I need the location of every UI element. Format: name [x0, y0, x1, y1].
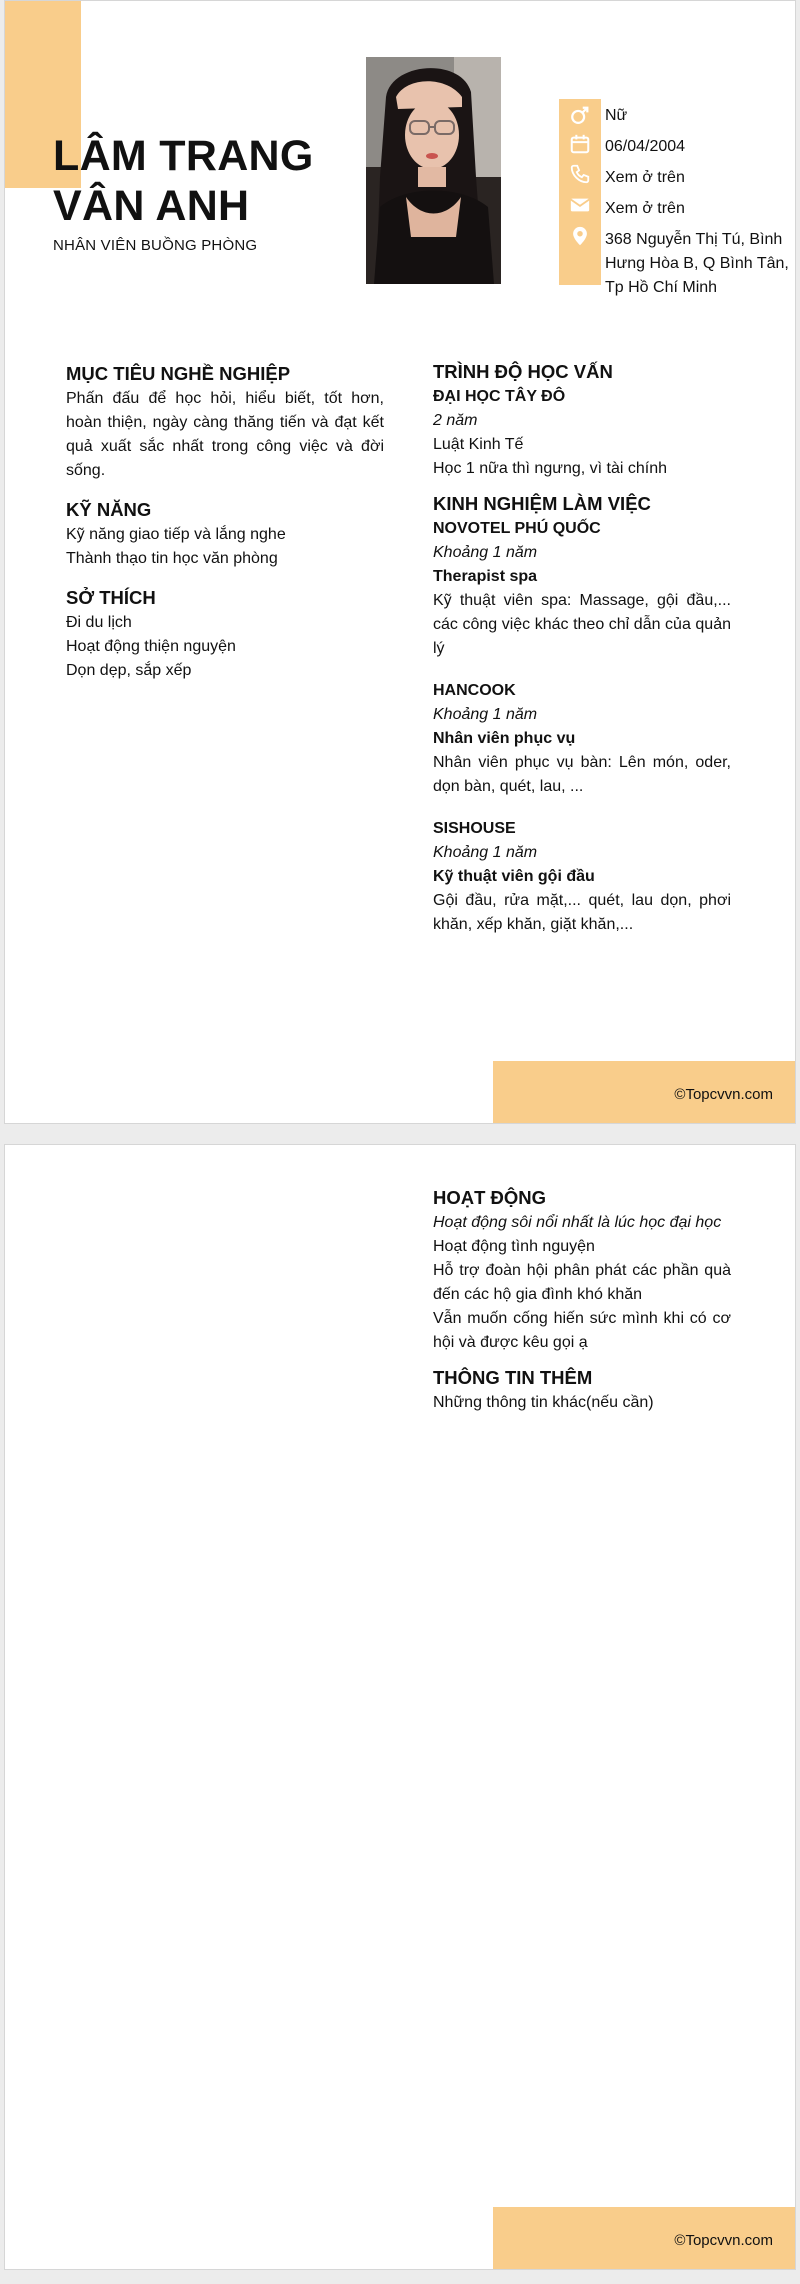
profile-photo-illustration: [366, 57, 501, 284]
candidate-name: [53, 131, 314, 231]
objective-text: Phấn đấu để học hỏi, hiểu biết, tốt hơn, hoàn thiện, ngày càng thăng tiến và đạt kết quả xuất sắc nhất trong công việc và đời sống.: [66, 390, 384, 479]
profile-photo: [366, 57, 501, 284]
experience-entry: [433, 679, 731, 799]
education-major: Luật Kinh Tế: [433, 436, 524, 453]
phone-icon: [569, 163, 591, 185]
education-school: ĐẠI HỌC TÂY ĐÔ: [433, 388, 566, 405]
experience-description: Kỹ thuật viên spa: Massage, gội đầu,... các công việc khác theo chỉ dẫn của quản lý: [433, 592, 731, 657]
activities-title: HOẠT ĐỘNG: [433, 1187, 547, 1208]
contact-gender: Nữ: [605, 107, 628, 124]
objective-title: MỤC TIÊU NGHỀ NGHIỆP: [66, 363, 291, 384]
experience-role: Nhân viên phục vụ: [433, 730, 576, 747]
experience-description: Nhân viên phục vụ bàn: Lên món, oder, dọn bàn, quét, lau, ...: [433, 754, 731, 795]
activity-item: Hỗ trợ đoàn hội phân phát các phần quà đến các hộ gia đình khó khăn: [433, 1262, 731, 1303]
hobby-item: Dọn dẹp, sắp xếp: [66, 662, 192, 679]
cv-page-2: [4, 1144, 796, 2270]
experience-description: Gội đầu, rửa mặt,... quét, lau dọn, phơi khăn, xếp khăn, giặt khăn,...: [433, 892, 731, 933]
contact-email: Xem ở trên: [605, 200, 685, 217]
hobby-item: Hoạt động thiện nguyện: [66, 638, 236, 655]
skill-item: Kỹ năng giao tiếp và lắng nghe: [66, 526, 286, 543]
experience-duration: Khoảng 1 năm: [433, 706, 538, 723]
experience-role: Therapist spa: [433, 568, 538, 585]
experience-duration: Khoảng 1 năm: [433, 544, 538, 561]
activity-item: Hoạt động tình nguyện: [433, 1238, 595, 1255]
extra-info-text: Những thông tin khác(nếu cần): [433, 1394, 654, 1411]
experience-company: HANCOOK: [433, 682, 516, 699]
gender-icon: [569, 105, 591, 127]
experience-company: SISHOUSE: [433, 820, 516, 837]
experience-duration: Khoảng 1 năm: [433, 844, 538, 861]
email-icon: [569, 194, 591, 216]
contact-icon-strip: [559, 99, 601, 285]
activities-subtitle: Hoạt động sôi nổi nhất là lúc học đại học: [433, 1214, 722, 1231]
name-line-1: LÂM TRANG: [53, 132, 314, 180]
experience-entry: [433, 817, 731, 937]
left-column: [66, 361, 384, 683]
location-pin-icon: [569, 225, 591, 247]
footer-brand: ©Topcvvn.com: [674, 1086, 773, 1103]
contact-address: 368 Nguyễn Thị Tú, Bình Hưng Hòa B, Q Bình Tân, Tp Hồ Chí Minh: [605, 231, 789, 296]
skills-title: KỸ NĂNG: [66, 499, 152, 520]
cv-page-1: [4, 0, 796, 1124]
experience-company: NOVOTEL PHÚ QUỐC: [433, 520, 601, 537]
experience-entry: [433, 517, 731, 661]
activity-item: Vẫn muốn cống hiến sức mình khi có cơ hội và được kêu gọi ạ: [433, 1310, 731, 1351]
hobby-item: Đi du lịch: [66, 614, 132, 631]
education-note: Học 1 nữa thì ngưng, vì tài chính: [433, 460, 667, 477]
experience-role: Kỹ thuật viên gội đầu: [433, 868, 595, 885]
right-column: [433, 359, 731, 937]
right-column-page-2: [433, 1185, 731, 1415]
candidate-position: NHÂN VIÊN BUỒNG PHÒNG: [53, 237, 258, 254]
name-line-2: VÂN ANH: [53, 182, 250, 230]
contact-phone: Xem ở trên: [605, 169, 685, 186]
extra-info-title: THÔNG TIN THÊM: [433, 1367, 593, 1388]
footer-brand: ©Topcvvn.com: [674, 2232, 773, 2249]
contact-birthday: 06/04/2004: [605, 138, 686, 155]
experience-title: KINH NGHIỆM LÀM VIỆC: [433, 493, 651, 514]
skill-item: Thành thạo tin học văn phòng: [66, 550, 278, 567]
hobbies-title: SỞ THÍCH: [66, 587, 156, 608]
calendar-icon: [569, 133, 591, 155]
education-duration: 2 năm: [433, 412, 478, 429]
education-title: TRÌNH ĐỘ HỌC VẤN: [433, 361, 613, 382]
